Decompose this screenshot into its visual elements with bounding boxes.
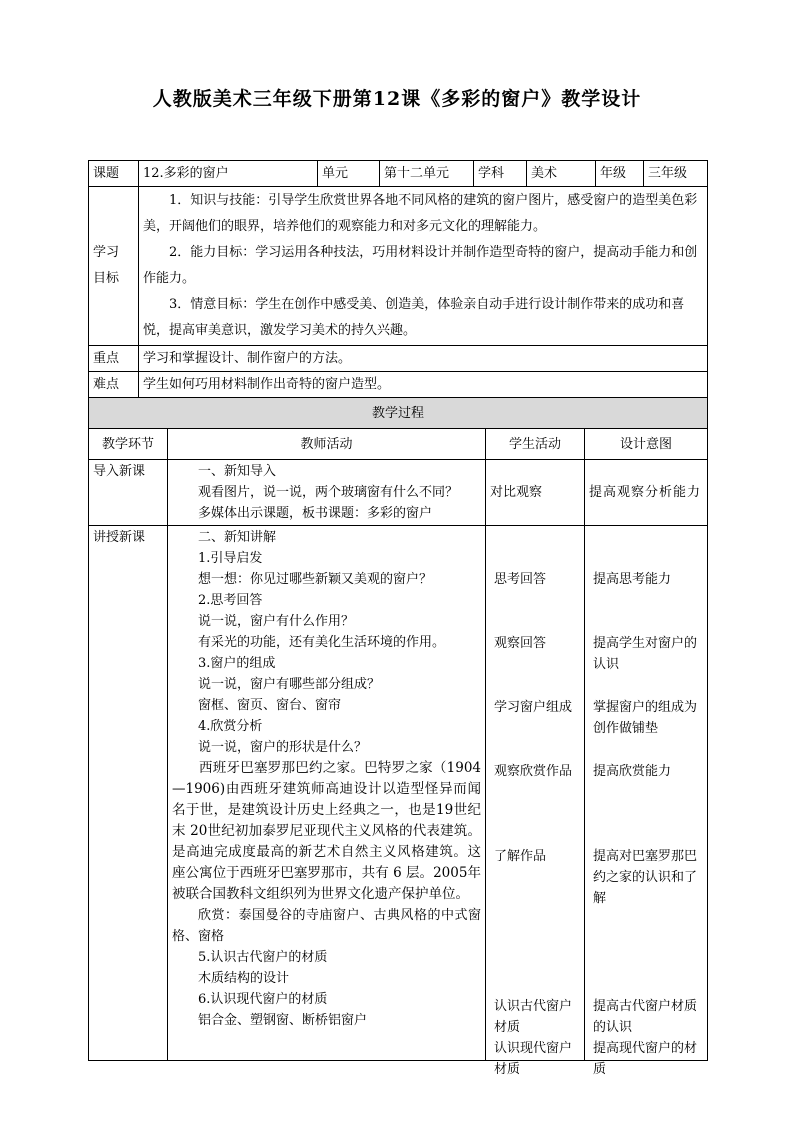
intent-item: 提高古代窗户材质的认识: [593, 999, 698, 1035]
teacher-line: 6.认识现代窗户的材质: [198, 992, 328, 1007]
document-title: 人教版美术三年级下册第12课《多彩的窗户》教学设计: [152, 88, 642, 110]
unit-label: 单元: [318, 161, 380, 187]
casa-batllo-paragraph: 西班牙巴塞罗那巴约之家。巴特罗之家（1904—1906)由西班牙建筑师高迪设计以造型怪异而闻名于世，是建筑设计历史上经典之一，也是19世纪末 20世纪初加泰罗尼亚现代主义风格的代表建筑。 是高迪完成度最高的新艺术自然主义风格建筑。这座公寓位于西班牙巴塞罗那市，共有 6 层。2005年被联合国教科文组织列为世界文化遗产保护单位。: [172, 760, 481, 902]
grade-label: 年级: [596, 161, 644, 187]
discipline-value: 美术: [527, 161, 596, 187]
intent-item: 提高欣赏能力: [593, 764, 672, 779]
lesson-info-table: [88, 160, 708, 398]
intent-new: [585, 526, 708, 1077]
header-stage: 教学环节: [89, 429, 168, 460]
unit-value: 第十二单元: [380, 161, 474, 187]
teacher-line: 4.欣赏分析: [198, 719, 263, 734]
difficulty-label: 难点: [89, 372, 139, 398]
teacher-line: 木质结构的设计: [198, 971, 290, 986]
teacher-line: 窗框、窗页、窗台、窗帘: [198, 698, 342, 713]
student-activity: 思考回答: [494, 572, 547, 587]
student-activity: 认识古代窗户材质: [494, 999, 573, 1035]
teacher-line: 一、新知导入: [198, 464, 277, 479]
grade-value: 三年级: [644, 161, 708, 187]
teacher-line: 1.引导启发: [198, 551, 263, 566]
intent-intro: 提高观察分析能力: [585, 460, 708, 526]
teacher-line: 说一说，窗户有什么作用？: [198, 614, 355, 629]
teacher-line: 说一说，窗户的形状是什么？: [198, 740, 368, 755]
student-new: [486, 526, 585, 1077]
teacher-line: 二、新知讲解: [198, 530, 277, 545]
key-point-value: 学习和掌握设计、制作窗户的方法。: [139, 346, 708, 372]
teacher-intro: [168, 460, 486, 526]
goal-item: 2．能力目标：学习运用各种技法，巧用材料设计并制作造型奇特的窗户，提高动手能力和创作能力。: [143, 245, 698, 286]
teacher-line: 想一想：你见过哪些新颖又美观的窗户？: [198, 572, 433, 587]
student-activity: 认识现代窗户材质: [494, 1041, 573, 1077]
stage-new: 讲授新课: [89, 526, 168, 1061]
teacher-line: 铝合金、塑钢窗、断桥铝窗户: [198, 1013, 368, 1028]
key-point-label: 重点: [89, 346, 139, 372]
header-intent: 设计意图: [585, 429, 708, 460]
teacher-line: 3.窗户的组成: [198, 656, 276, 671]
teaching-process-table: [88, 397, 708, 1077]
intent-item: 提高对巴塞罗那巴约之家的认识和了解: [593, 849, 698, 906]
student-activity: 观察欣赏作品: [494, 764, 573, 779]
goals-label: [89, 187, 139, 346]
student-intro: 对比观察: [486, 460, 585, 526]
goal-item: 1．知识与技能：引导学生欣赏世界各地不同风格的建筑的窗户图片，感受窗户的造型美色彩美，开阔他们的眼界，培养他们的观察能力和对多元文化的理解能力。: [143, 193, 698, 234]
teacher-line: 说一说，窗户有哪些部分组成？: [198, 677, 381, 692]
teacher-new: [168, 526, 486, 1061]
intent-item: 提高思考能力: [593, 572, 672, 587]
discipline-label: 学科: [474, 161, 527, 187]
student-activity: 学习窗户组成: [494, 700, 573, 715]
student-activity: 了解作品: [494, 849, 547, 864]
goals-label-text: 学习目标: [93, 245, 120, 286]
teacher-line: 有采光的功能，还有美化生活环境的作用。: [198, 635, 446, 650]
intent-item: 提高现代窗户的材质: [593, 1041, 698, 1077]
teacher-line: 2.思考回答: [198, 593, 263, 608]
subject-value: 12.多彩的窗户: [139, 161, 318, 187]
header-student: 学生活动: [486, 429, 585, 460]
header-teacher: 教师活动: [168, 429, 486, 460]
subject-label: 课题: [89, 161, 139, 187]
intent-item: 掌握窗户的组成为创作做铺垫: [593, 700, 698, 736]
process-title: 教学过程: [89, 398, 708, 429]
difficulty-value: 学生如何巧用材料制作出奇特的窗户造型。: [139, 372, 708, 398]
student-activity: 观察回答: [494, 636, 547, 651]
goals-content: [139, 187, 708, 346]
goal-item: 3．情意目标：学生在创作中感受美、创造美，体验亲自动手进行设计制作带来的成功和喜悦，提高审美意识，激发学习美术的持久兴趣。: [143, 297, 685, 338]
appreciation-paragraph: 欣赏：泰国曼谷的寺庙窗户、古典风格的中式窗格、窗格: [172, 908, 481, 944]
intent-item: 提高学生对窗户的认识: [593, 636, 698, 672]
teacher-line: 5.认识古代窗户的材质: [198, 950, 328, 965]
teacher-line: 多媒体出示课题，板书课题：多彩的窗户: [198, 506, 433, 521]
teacher-line: 观看图片，说一说，两个玻璃窗有什么不同？: [198, 485, 459, 500]
stage-intro: 导入新课: [89, 460, 168, 526]
